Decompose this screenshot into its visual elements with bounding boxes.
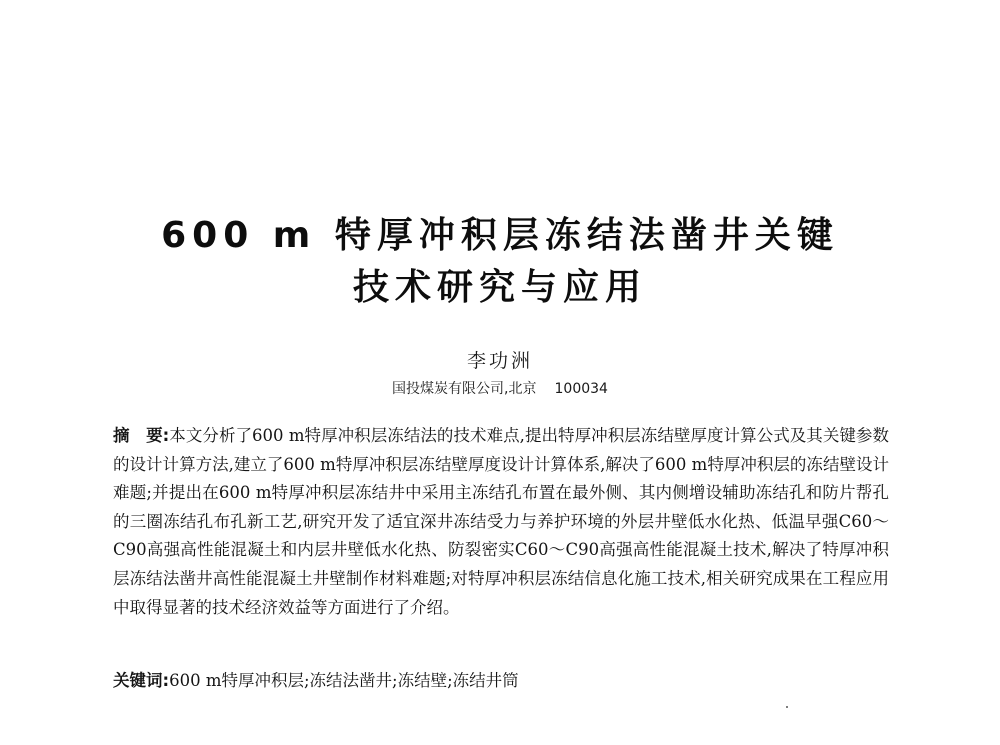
affiliation-name: 国投煤炭有限公司,北京 bbox=[392, 381, 537, 397]
abstract-label: 摘 要: bbox=[113, 426, 170, 445]
paper-title-line-1: 600 m 特厚冲积层冻结法凿井关键 bbox=[161, 215, 839, 256]
keywords bbox=[113, 667, 889, 695]
keywords-text: 600 m特厚冲积层;冻结法凿井;冻结壁;冻结井筒 bbox=[169, 671, 519, 690]
keywords-label: 关键词: bbox=[113, 671, 170, 690]
abstract bbox=[113, 422, 889, 622]
abstract-text: 本文分析了600 m特厚冲积层冻结法的技术难点,提出特厚冲积层冻结壁厚度计算公式及其关键参数的设计计算方法,建立了600 m特厚冲积层冻结壁厚度设计计算体系,解决了600 m特厚冲积层的冻结壁设计难题;并提出在600 m特厚冲积层冻结井中采用主冻结孔布置在最外侧、其内侧增设辅助冻结孔和防片帮孔的三圈冻结孔布孔新工艺,研究开发了适宜深井冻结受力与养护环境的外层井壁低水化热、低温早强C60～C90高强高性能混凝土和内层井壁低水化热、防裂密实C60～C90高强高性能混凝土技术,解决了特厚冲积层冻结法凿井高性能混凝土井壁制作材料难题;对特厚冲积层冻结信息化施工技术,相关研究成果在工程应用中取得显著的技术经济效益等方面进行了介绍。 bbox=[113, 426, 889, 617]
author-name: 李功洲 bbox=[466, 350, 533, 372]
scan-speck bbox=[786, 706, 788, 708]
affiliation bbox=[0, 378, 1000, 398]
affiliation-postcode: 100034 bbox=[554, 381, 608, 397]
paper-title-line-2: 技术研究与应用 bbox=[352, 267, 647, 308]
